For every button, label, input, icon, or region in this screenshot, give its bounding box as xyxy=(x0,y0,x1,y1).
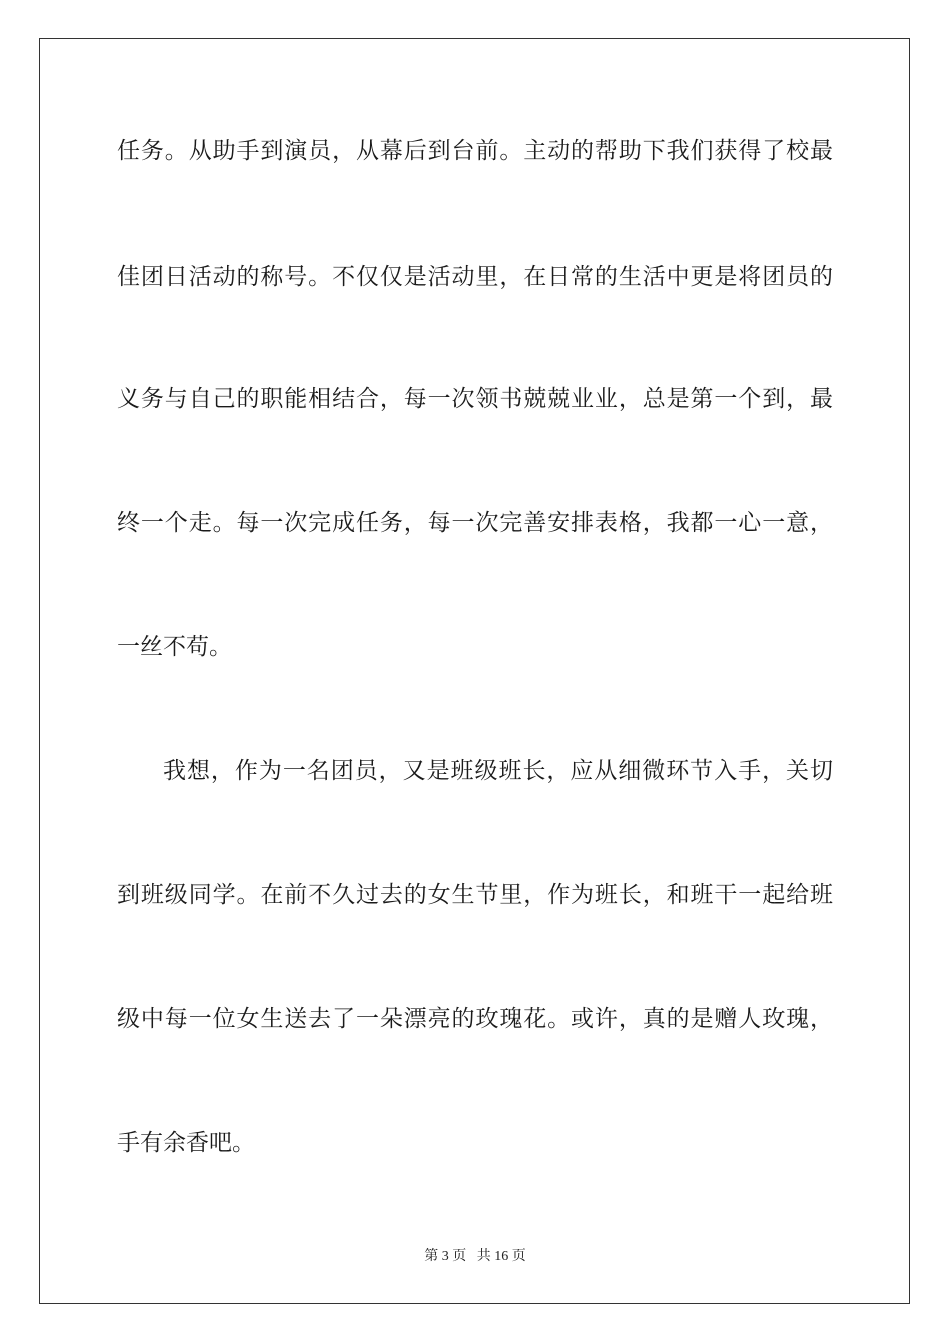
page-number: 第 3 页 xyxy=(424,1249,467,1264)
total-pages: 共 16 页 xyxy=(476,1249,526,1264)
text-line: 终一个走。每一次完成任务，每一次完善安排表格，我都一心一意， xyxy=(117,510,833,536)
page-frame xyxy=(39,38,910,1304)
text-line: 级中每一位女生送去了一朵漂亮的玫瑰花。或许，真的是赠人玫瑰， xyxy=(117,1006,833,1032)
paragraph-first-line: 我想，作为一名团员，又是班级班长，应从细微环节入手，关切 xyxy=(163,758,833,784)
page-footer xyxy=(0,1248,950,1266)
text-line: 手有余香吧。 xyxy=(117,1130,255,1156)
text-line: 佳团日活动的称号。不仅仅是活动里，在日常的生活中更是将团员的 xyxy=(117,264,833,290)
text-line: 一丝不苟。 xyxy=(117,634,232,660)
text-line: 义务与自己的职能相结合，每一次领书兢兢业业，总是第一个到，最 xyxy=(117,386,833,412)
text-line: 任务。从助手到演员，从幕后到台前。主动的帮助下我们获得了校最 xyxy=(117,138,833,164)
text-line: 到班级同学。在前不久过去的女生节里，作为班长，和班干一起给班 xyxy=(117,882,833,908)
